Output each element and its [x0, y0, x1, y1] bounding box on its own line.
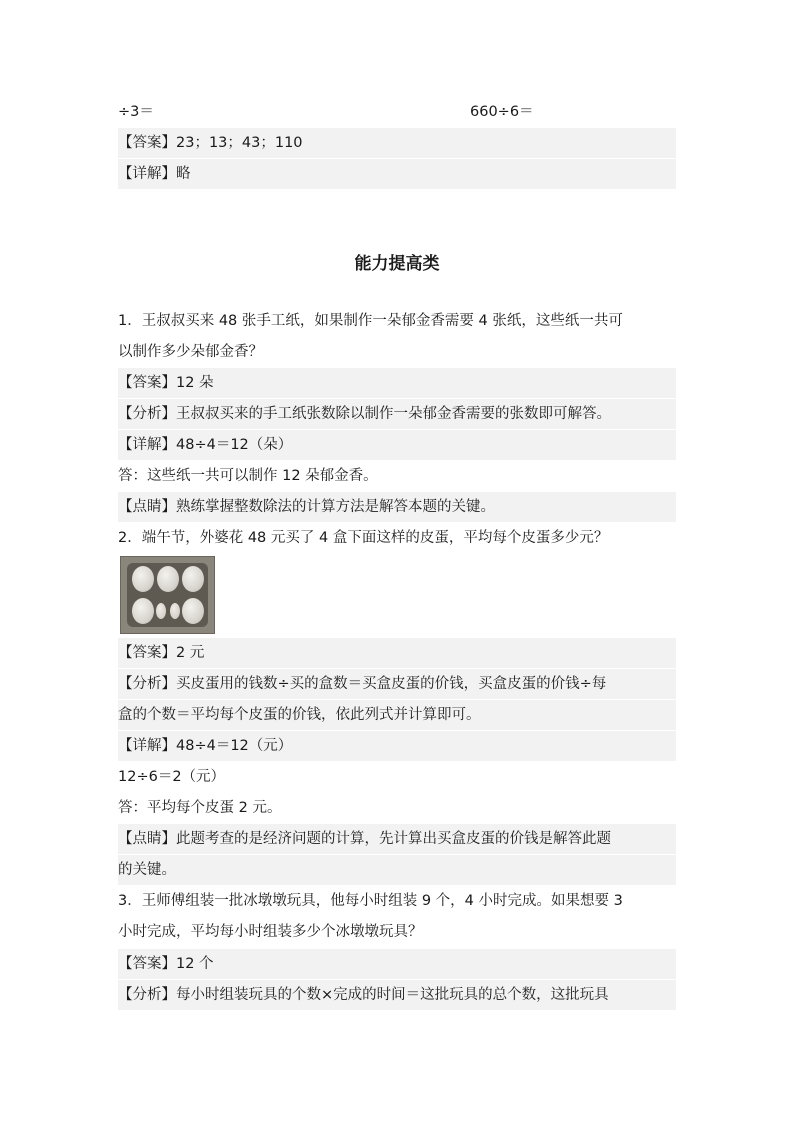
q3-answer: 【答案】12 个 — [118, 949, 676, 979]
calc-right: 660÷6＝ — [470, 104, 534, 120]
q2-analysis-line1: 【分析】买皮蛋用的钱数÷买的盒数＝买盒皮蛋的价钱，买盒皮蛋的价钱÷每 — [118, 669, 676, 699]
q2-detail: 【详解】48÷4＝12（元） — [118, 731, 676, 761]
q2-reply: 答：平均每个皮蛋 2 元。 — [118, 800, 282, 816]
top-detail: 【详解】略 — [118, 159, 676, 189]
egg-icon — [132, 598, 154, 624]
egg-icon — [182, 566, 204, 592]
top-answer: 【答案】23；13；43；110 — [118, 128, 676, 158]
egg-icon — [182, 598, 204, 624]
section-title: 能力提高类 — [354, 254, 440, 274]
preserved-egg-box-image — [120, 556, 215, 634]
calc-left: ÷3＝ — [118, 104, 154, 120]
q3-analysis: 【分析】每小时组装玩具的个数×完成的时间＝这批玩具的总个数，这批玩具 — [118, 980, 676, 1010]
q2-comment-line2: 的关键。 — [118, 855, 676, 885]
egg-icon — [157, 566, 179, 592]
q1-text-line2: 以制作多少朵郁金香？ — [118, 344, 263, 360]
q1-analysis: 【分析】王叔叔买来的手工纸张数除以制作一朵郁金香需要的张数即可解答。 — [118, 399, 676, 429]
q2-comment-line1: 【点睛】此题考查的是经济问题的计算，先计算出买盒皮蛋的价钱是解答此题 — [118, 824, 676, 854]
calc-row — [118, 97, 676, 127]
q3-text-line1: 3．王师傅组装一批冰墩墩玩具，他每小时组装 9 个，4 小时完成。如果想要 3 — [118, 893, 623, 909]
egg-icon — [170, 603, 180, 619]
q2-analysis-line2: 盒的个数＝平均每个皮蛋的价钱，依此列式并计算即可。 — [118, 700, 676, 730]
q1-detail: 【详解】48÷4＝12（朵） — [118, 430, 676, 460]
q3-text-line2: 小时完成，平均每小时组装多少个冰墩墩玩具？ — [118, 924, 423, 940]
q2-step2: 12÷6＝2（元） — [118, 769, 226, 785]
q1-reply: 答：这些纸一共可以制作 12 朵郁金香。 — [118, 468, 378, 484]
q2-text-line1: 2．端午节，外婆花 48 元买了 4 盒下面这样的皮蛋，平均每个皮蛋多少元？ — [118, 530, 609, 546]
egg-icon — [156, 603, 166, 619]
q1-text-line1: 1．王叔叔买来 48 张手工纸，如果制作一朵郁金香需要 4 张纸，这些纸一共可 — [118, 313, 623, 329]
q2-answer: 【答案】2 元 — [118, 638, 676, 668]
q1-comment: 【点睛】熟练掌握整数除法的计算方法是解答本题的关键。 — [118, 492, 676, 522]
egg-tray — [127, 563, 208, 627]
q1-answer: 【答案】12 朵 — [118, 368, 676, 398]
egg-icon — [132, 566, 154, 592]
